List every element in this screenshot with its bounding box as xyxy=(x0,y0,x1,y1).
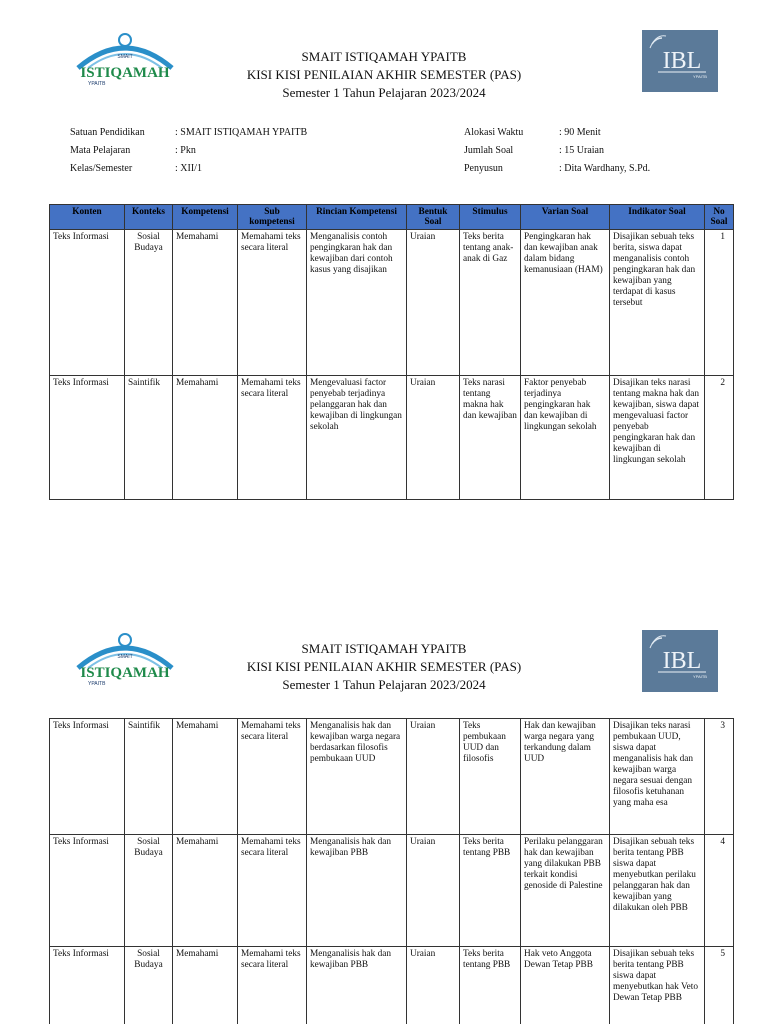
document-title: KISI KISI PENILAIAN AKHIR SEMESTER (PAS) xyxy=(246,659,522,674)
svg-text:SMAIT: SMAIT xyxy=(117,54,133,60)
col-kompetensi: Kompetensi xyxy=(173,205,238,230)
table-header-row xyxy=(50,205,734,230)
ibl-logo xyxy=(642,630,718,692)
meta-row: Kelas/Semester : XII/1 xyxy=(70,163,202,174)
kisi-kisi-table xyxy=(49,718,734,1024)
svg-text:SMAIT: SMAIT xyxy=(117,654,133,660)
document-header xyxy=(200,640,568,694)
ibl-logo xyxy=(642,30,718,92)
meta-row: Alokasi Waktu : 90 Menit xyxy=(464,127,601,138)
kisi-kisi-table xyxy=(49,204,734,500)
col-no: No Soal xyxy=(705,205,734,230)
meta-row: Jumlah Soal : 15 Uraian xyxy=(464,145,604,156)
col-rincian: Rincian Kompetensi xyxy=(307,205,407,230)
table-row: Teks Informasi Saintifik Memahami Memahami teks secara literal Mengevaluasi factor penyebab terjadinya pelanggaran hak dan kewajiban di lingkungan sekolah Uraian Teks narasi tentang makna hak dan kewajiban Faktor penyebab terjadinya pengingkaran hak dan kewajiban di lingkungan sekolah Disajikan teks narasi tentang makna hak dan kewajiban, siswa dapat mengevaluasi factor penyebab pengingkaran hak dan kewajiban di lingkungan sekolah 2 xyxy=(50,376,734,500)
table-row: Teks Informasi Sosial Budaya Memahami Memahami teks secara literal Menganalisis hak dan kewajiban PBB Uraian Teks berita tentang PBB Perilaku pelanggaran hak dan kewajiban yang dilakukan PBB terkait kondisi genoside di Palestine Disajikan sebuah teks berita tentang PBB siswa dapat menyebutkan perilaku pelanggaran hak dan kewajiban yang dilakukan oleh PBB 4 xyxy=(50,835,734,947)
school-name: SMAIT ISTIQAMAH YPAITB xyxy=(301,49,467,64)
istiqamah-logo xyxy=(70,628,180,698)
table-row: Teks Informasi Sosial Budaya Memahami Memahami teks secara literal Menganalisis hak dan kewajiban PBB Uraian Teks berita tentang PBB Hak veto Anggota Dewan Tetap PBB Disajikan sebuah teks berita tentang PBB siswa dapat menyebutkan hak Veto Dewan Tetap PBB 5 xyxy=(50,947,734,1024)
table-row: Teks Informasi Sosial Budaya Memahami Memahami teks secara literal Menganalisis contoh pengingkaran hak dan kewajiban dari contoh kasus yang disajikan Uraian Teks berita tentang anak-anak di Gaz Pengingkaran hak dan kewajiban anak dalam bidang kemanusiaan (HAM) Disajikan sebuah teks berita, siswa dapat menganalisis contoh pengingkaran hak dan kewajiban yang terdapat di kasus tersebut 1 xyxy=(50,230,734,376)
meta-row: Satuan Pendidikan : SMAIT ISTIQAMAH YPAITB xyxy=(70,127,308,138)
svg-text:IBL: IBL xyxy=(662,648,702,674)
svg-text:ISTIQAMAH: ISTIQAMAH xyxy=(80,65,170,81)
semester-line: Semester 1 Tahun Pelajaran 2023/2024 xyxy=(282,677,486,692)
svg-text:ISTIQAMAH: ISTIQAMAH xyxy=(80,665,170,681)
col-konten: Konten xyxy=(50,205,125,230)
school-name: SMAIT ISTIQAMAH YPAITB xyxy=(301,641,467,656)
meta-left xyxy=(70,124,307,178)
svg-text:YPAITB: YPAITB xyxy=(88,81,106,87)
document-page-2 xyxy=(0,600,768,1024)
col-konteks: Konteks xyxy=(125,205,173,230)
meta-row: Penyusun : Dita Wardhany, S.Pd. xyxy=(464,163,651,174)
svg-text:YPAITB: YPAITB xyxy=(693,74,707,79)
col-stimulus: Stimulus xyxy=(460,205,521,230)
document-title: KISI KISI PENILAIAN AKHIR SEMESTER (PAS) xyxy=(246,67,522,82)
meta-right xyxy=(464,124,650,178)
svg-text:YPAITB: YPAITB xyxy=(693,674,707,679)
col-sub-kompetensi: Sub kompetensi xyxy=(238,205,307,230)
istiqamah-logo xyxy=(70,28,180,98)
document-header xyxy=(200,48,568,102)
svg-text:YPAITB: YPAITB xyxy=(88,681,106,687)
table-row: Teks Informasi Saintifik Memahami Memahami teks secara literal Menganalisis hak dan kewajiban warga negara berdasarkan filosofis pembukaan UUD Uraian Teks pembukaan UUD dan filosofis Hak dan kewajiban warga negara yang terkandung dalam UUD Disajikan teks narasi pembukaan UUD, siswa dapat menganalisis hak dan kewajiban warga negara sesuai dengan filosofis ketuhanan yang maha esa 3 xyxy=(50,719,734,835)
meta-row: Mata Pelajaran : Pkn xyxy=(70,145,196,156)
col-varian: Varian Soal xyxy=(521,205,610,230)
col-indikator: Indikator Soal xyxy=(610,205,705,230)
col-bentuk: Bentuk Soal xyxy=(407,205,460,230)
semester-line: Semester 1 Tahun Pelajaran 2023/2024 xyxy=(282,85,486,100)
svg-text:IBL: IBL xyxy=(662,48,702,74)
